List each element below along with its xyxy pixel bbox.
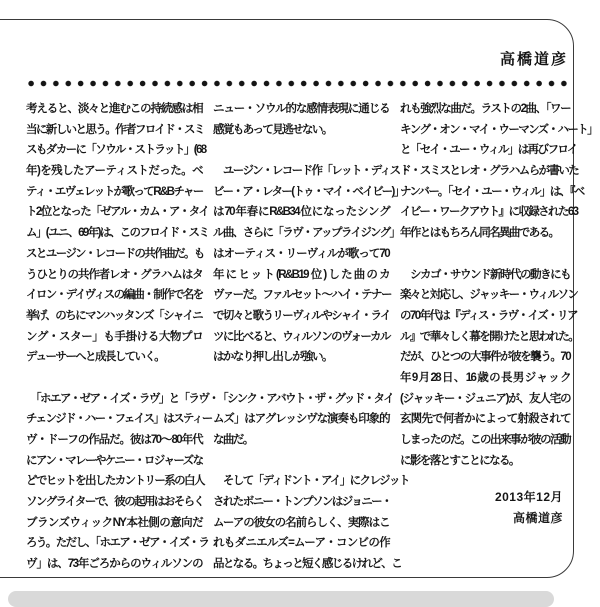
- text-line: の70年代は『ディス・ラヴ・イズ・リア: [400, 309, 577, 322]
- text-line: 玄関先で何者かによって射殺されて: [400, 413, 570, 426]
- text-line: ヴ・ドーフの作品だ。彼は70〜80年代: [26, 434, 202, 446]
- text-line: ティ・エヴェレットが歌ってR&Bチャー: [26, 185, 203, 198]
- text-line: だが、ひとつの大事件が彼を襲う。70: [400, 351, 570, 364]
- text-line: ル曲、さらに「ラヴ・アップライジング」: [213, 227, 400, 240]
- signature-author: 高橋道彦: [512, 511, 563, 525]
- text-line: (ジャッキー・ジュニア)が、友人宅の: [400, 392, 570, 405]
- text-line: スもダカーに「ソウル・ストラット」(68: [26, 144, 206, 157]
- text-line: れも強烈な曲だ。ラストの2曲、「ワー: [400, 103, 570, 115]
- text-line: イビー・ワークアウト』に収録された63: [400, 206, 578, 219]
- text-line: 「ホエア・ゼア・イズ・ラヴ」と「ラヴ・: [26, 392, 219, 405]
- text-line: な曲だ。: [213, 434, 253, 446]
- text-line: イロン・デイヴィスの編曲・制作で名を: [26, 289, 203, 302]
- text-line: ム」(ユニ、69年)は、このフロイド・スミ: [26, 227, 209, 240]
- text-line: で切々と歌うリーヴィルやシャイ・ライ: [213, 309, 390, 322]
- text-line: しまったのだ。この出来事が彼の活動: [400, 434, 570, 446]
- text-column-left: [26, 99, 219, 575]
- text-line: ド・スミスとレオ・グラハムらが書いた: [400, 165, 579, 178]
- text-line: ビー・ア・レター(トゥ・マイ・ベイビー)」: [213, 185, 404, 198]
- text-line: 楽々と対応し、ジャッキー・ウィルソン: [400, 289, 578, 302]
- text-line: ユージン・レコード作「レット・ディス・: [213, 165, 410, 178]
- dotted-separator: [28, 80, 572, 87]
- text-line: [26, 368, 202, 389]
- text-line: に影を落とすことになる。: [400, 454, 519, 467]
- text-line: ソングライターで、彼の起用はおそらく: [26, 496, 204, 509]
- text-line: どでヒットを出したカントリー系の白人: [26, 475, 204, 488]
- text-line: 品となる。ちょっと短く感じるけれど、こ: [213, 558, 402, 571]
- text-line: デューサーへと成長していく。: [26, 351, 165, 364]
- text-column-middle: [213, 99, 410, 575]
- text-line: にアン・マレーやケニー・ロジャーズな: [26, 454, 203, 467]
- text-line: スとユージン・レコードの共作曲だ。も: [26, 247, 204, 260]
- signature-date: 2013年12月: [494, 490, 563, 504]
- text-line: 「シンク・アバウト・ザ・グッド・タイ: [213, 392, 394, 405]
- text-line: チェンジド・ハー・フェイス」はスティー: [26, 413, 212, 426]
- text-line: [213, 368, 389, 389]
- text-line: 挙げ、のちにマンハッタンズ「シャイニ: [26, 309, 202, 322]
- text-line: ブランズウィックNY本社側の意向だ: [26, 516, 202, 529]
- header-author-name: 高橋道彦: [499, 51, 568, 68]
- text-line: 年作とはもちろん同名異曲である。: [400, 227, 559, 240]
- text-line: [213, 451, 389, 472]
- text-line: は70年春にR&B34位になったシング: [213, 206, 389, 219]
- text-line: ト2位となった「ゼアル・カム・ア・タイ: [26, 206, 209, 219]
- text-line: 年)を残したアーティストだった。ベ: [26, 165, 202, 178]
- text-line: うひとりの共作者レオ・グラハムはタ: [26, 268, 202, 281]
- text-line: 当に新しいと思う。作者フロイド・スミ: [26, 123, 204, 136]
- text-line: ツに比べると、ウィルソンのヴォーカル: [213, 330, 390, 343]
- text-line: ニュー・ソウル的な感情表現に通じる: [213, 103, 389, 115]
- text-line: ヴ」は、73年ごろからのウィルソンの: [26, 558, 202, 571]
- text-line: ろう。ただし、「ホエア・ゼア・イズ・ラ: [26, 537, 209, 550]
- text-line: ル』で華々しく幕を開けたと思われた。: [400, 330, 579, 343]
- next-page-edge: [8, 591, 554, 607]
- text-line: ナンバー。「セイ・ユー・ウィル」は、『ベ: [400, 185, 584, 198]
- text-line: [213, 140, 389, 161]
- text-column-right: [400, 99, 598, 471]
- text-line: [400, 244, 570, 265]
- text-line: と「セイ・ユー・ウィル」は再びフロイ: [400, 144, 577, 157]
- text-line: キング・オン・マイ・ウーマンズ・ハート」: [400, 123, 598, 136]
- text-line: 年9月28日、16歳の長男ジャック: [400, 371, 570, 384]
- text-line: そして「ディドント・アイ」にクレジット: [213, 475, 409, 488]
- text-line: されたボニー・トンプソンはジョニー・: [213, 496, 391, 509]
- text-line: 年にヒット(R&B19位)した曲のカ: [213, 268, 389, 281]
- text-line: はかなり押し出しが強い。: [213, 351, 332, 364]
- text-line: れもダニエルズ=ムーア・コンビの作: [213, 537, 389, 550]
- text-line: はオーティス・リーヴィルが歌って70: [213, 247, 389, 260]
- text-line: ング・スター」も手掛ける大物プロ: [26, 330, 202, 343]
- text-line: シカゴ・サウンド新時代の動きにも: [400, 268, 570, 281]
- text-line: ムーアの彼女の名前らしく、実際はこ: [213, 516, 389, 529]
- text-line: 感覚もあって見逃せない。: [213, 123, 332, 136]
- text-line: 考えると、淡々と進むこの持続感は相: [26, 103, 202, 115]
- text-line: ムズ」はアグレッシヴな演奏も印象的: [213, 413, 389, 426]
- signature-block: [495, 487, 563, 529]
- text-line: ヴァーだ。ファルセット〜ハイ・テナー: [213, 289, 391, 302]
